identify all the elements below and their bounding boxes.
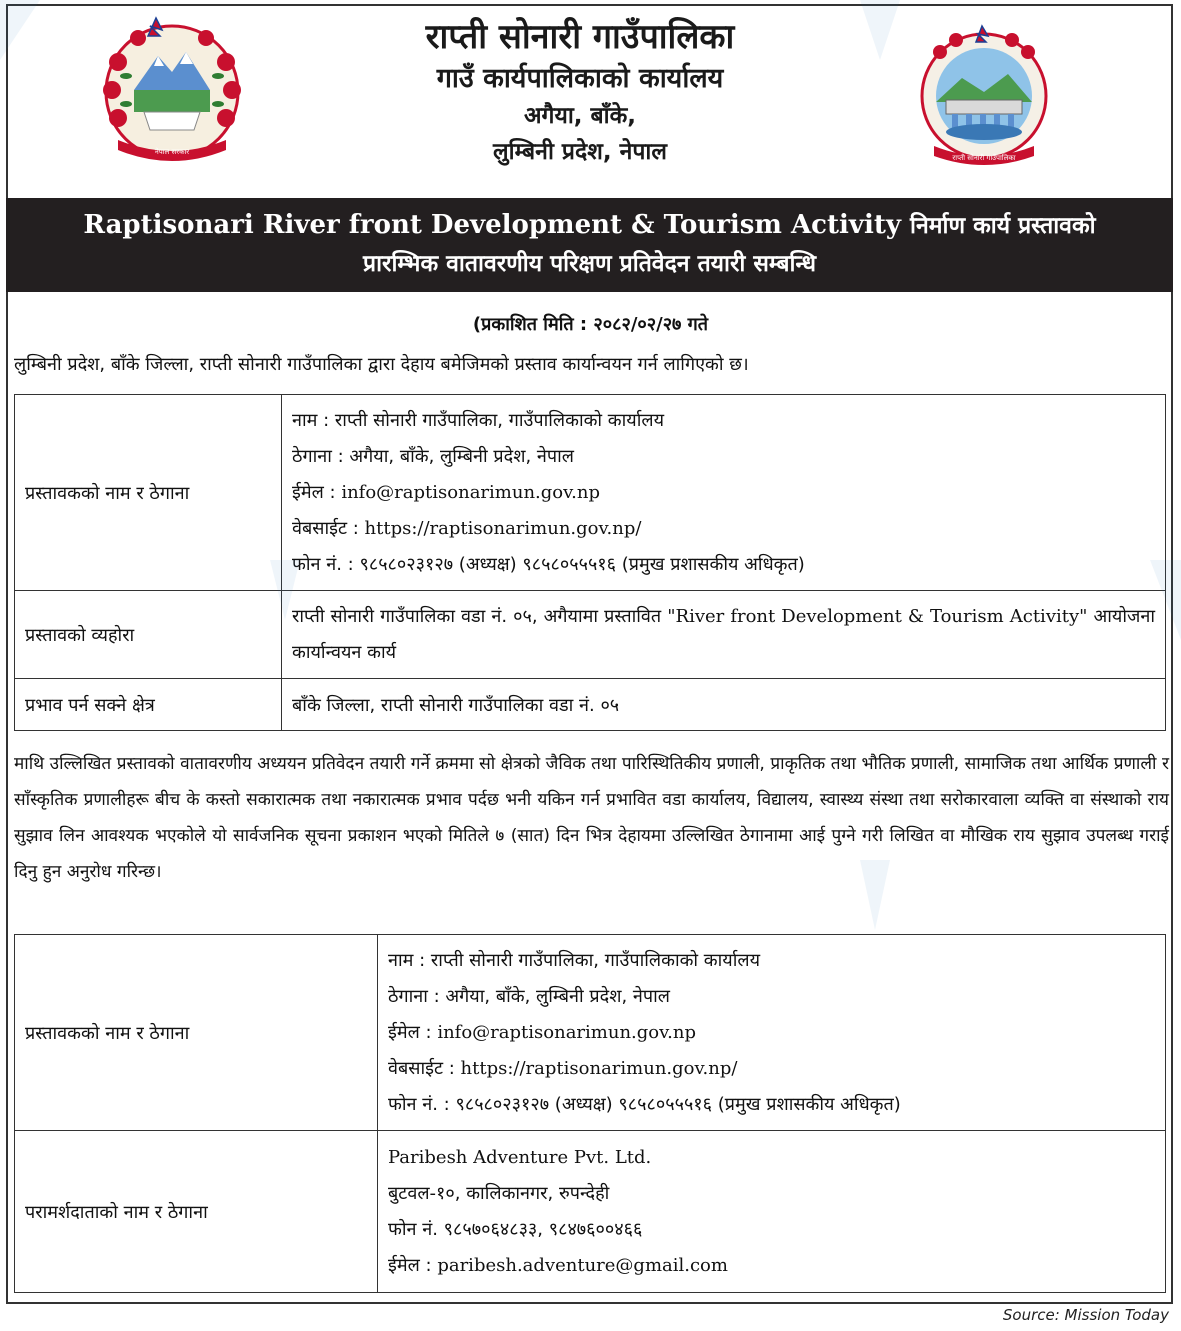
proposer-website: https://raptisonarimun.gov.np/: [460, 1057, 738, 1079]
row-label: प्रभाव पर्न सक्ने क्षेत्र: [15, 679, 282, 731]
proposer-address: ठेगाना : अगैया, बाँके, लुम्बिनी प्रदेश, नेपाल: [388, 985, 670, 1007]
right-emblem-ribbon: राप्ती सोनारी गाउँपालिका: [952, 154, 1016, 162]
proposer-website-line: [388, 1051, 1155, 1087]
intro-text: लुम्बिनी प्रदेश, बाँके जिल्ला, राप्ती सोनारी गाउँपालिका द्वारा देहाय बमेजिमको प्रस्ताव कार्यान्वयन गर्न लागिएको छ।: [14, 354, 749, 375]
banner-line-1-suffix: निर्माण कार्य प्रस्तावको: [910, 213, 1096, 239]
proposer-website: https://raptisonarimun.gov.np/: [364, 517, 642, 539]
website-label: वेबसाईट :: [292, 517, 359, 539]
email-label: ईमेल :: [292, 481, 336, 503]
proposer-phone: फोन नं. : ९८५८०२३१२७ (अध्यक्ष) ९८५८०५५५१६ (प्रमुख प्रशासकीय अधिकृत): [292, 553, 805, 575]
contact-table: [14, 934, 1166, 1293]
proposer-name: नाम : राप्ती सोनारी गाउँपालिका, गाउँपालिकाको कार्यालय: [388, 949, 761, 971]
source-credit: Source: Mission Today: [1002, 1306, 1169, 1324]
body-paragraph: माथि उल्लिखित प्रस्तावको वातावरणीय अध्ययन प्रतिवेदन तयारी गर्ने क्रममा सो क्षेत्रको जैविक तथा पारिस्थितिकीय प्रणाली, प्राकृतिक तथा भौतिक प्रणाली, सामाजिक तथा आर्थिक प्रणाली र साँस्कृतिक प्रणालीहरू बीच के कस्तो सकारात्मक तथा नकारात्मक प्रभाव पर्दछ भनी यकिन गर्न प्रभावित वडा कार्यालय, विद्यालय, स्वास्थ्य संस्था तथा सरोकारवाला व्यक्ति वा संस्थाको राय सुझाव लिन आवश्यक भएकोले यो सार्वजनिक सूचना प्रकाशन भएको मितिले ७ (सात) दिन भित्र देहायमा उल्लिखित ठेगानामा आई पुग्ने गरी लिखित वा मौखिक राय सुझाव उपलब्ध गराई दिनु हुन अनुरोध गरिन्छ।: [14, 754, 1169, 882]
proposer-email: info@raptisonarimun.gov.np: [437, 1021, 696, 1043]
row-content: [378, 935, 1166, 1131]
row-content: बाँके जिल्ला, राप्ती सोनारी गाउँपालिका वडा नं. ०५: [282, 679, 1166, 731]
proposer-address: ठेगाना : अगैया, बाँके, लुम्बिनी प्रदेश, नेपाल: [292, 445, 574, 467]
proposal-text-english: "River front Development & Tourism Activity": [667, 605, 1088, 627]
banner-english-title: Raptisonari River front Development & Tourism Activity: [83, 210, 901, 240]
row-content: [282, 591, 1166, 679]
address-line-1: अगैया, बाँके,: [523, 103, 637, 129]
consultant-email-line: [388, 1248, 1155, 1284]
table-row: [15, 679, 1166, 731]
left-emblem-ribbon: नेपाल सरकार: [154, 148, 190, 156]
office-title: गाउँ कार्यपालिकाको कार्यालय: [436, 63, 724, 94]
proposer-email-line: [292, 475, 1155, 511]
proposal-text-pre: राप्ती सोनारी गाउँपालिका वडा नं. ०५, अगैयामा प्रस्तावित: [292, 605, 662, 627]
table-row: [15, 1131, 1166, 1293]
table-row: [15, 395, 1166, 591]
header-text: [250, 14, 910, 170]
proposer-website-line: [292, 511, 1155, 547]
row-label: प्रस्तावको व्यहोरा: [15, 591, 282, 679]
proposer-email-line: [388, 1015, 1155, 1051]
consultant-address: बुटवल-१०, कालिकानगर, रुपन्देही: [388, 1182, 610, 1204]
website-label: वेबसाईट :: [388, 1057, 455, 1079]
consultant-email: paribesh.adventure@gmail.com: [437, 1254, 728, 1276]
proposal-text-post: आयोजना कार्यान्वयन कार्य: [292, 605, 1155, 663]
email-label: ईमेल :: [388, 1254, 432, 1276]
municipality-logo-icon: [912, 18, 1056, 170]
consultant-company: Paribesh Adventure Pvt. Ltd.: [388, 1146, 652, 1168]
table-row: [15, 591, 1166, 679]
notice-banner: [6, 198, 1173, 292]
municipality-title: राप्ती सोनारी गाउँपालिका: [425, 17, 735, 57]
banner-line-1: [6, 206, 1173, 245]
published-date: (प्रकाशित मिति : २०८२/०२/२७ गते: [472, 314, 709, 335]
table-row: [15, 935, 1166, 1131]
row-label: परामर्शदाताको नाम र ठेगाना: [15, 1131, 378, 1293]
row-label: प्रस्तावकको नाम र ठेगाना: [15, 935, 378, 1131]
proposer-name: नाम : राप्ती सोनारी गाउँपालिका, गाउँपालिकाको कार्यालय: [292, 409, 665, 431]
nepal-emblem-icon: [98, 12, 246, 177]
row-label: प्रस्तावकको नाम र ठेगाना: [15, 395, 282, 591]
banner-line-2: प्रारम्भिक वातावरणीय परिक्षण प्रतिवेदन तयारी सम्बन्धि: [363, 251, 816, 277]
email-label: ईमेल :: [388, 1021, 432, 1043]
proposer-email: info@raptisonarimun.gov.np: [341, 481, 600, 503]
consultant-phone: फोन नं. ९८५७०६४८३३, ९८४७६००४६६: [388, 1218, 643, 1240]
proposer-phone: फोन नं. : ९८५८०२३१२७ (अध्यक्ष) ९८५८०५५५१६ (प्रमुख प्रशासकीय अधिकृत): [388, 1093, 901, 1115]
address-line-2: लुम्बिनी प्रदेश, नेपाल: [493, 139, 667, 165]
row-content: [378, 1131, 1166, 1293]
row-content: [282, 395, 1166, 591]
proposal-table: [14, 394, 1166, 731]
